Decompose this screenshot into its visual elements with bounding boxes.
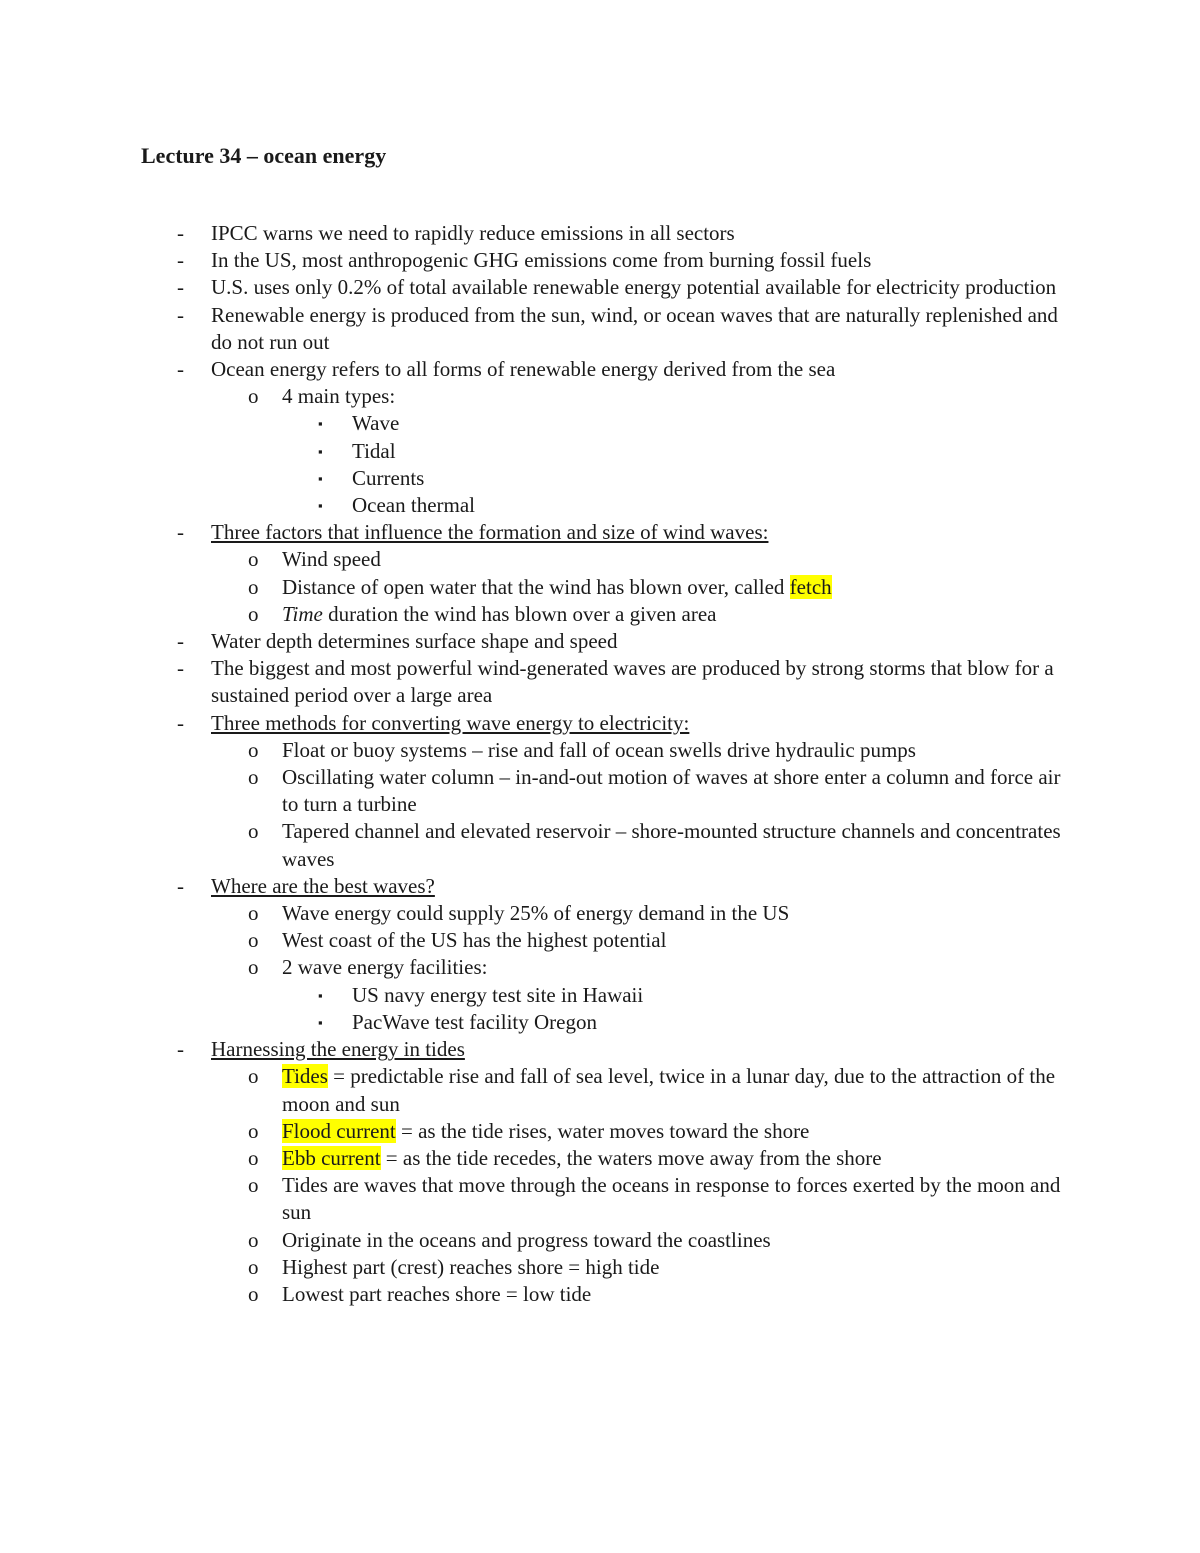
bullet-marker: - [177,873,184,898]
item-text: = predictable rise and fall of sea level, twice in a lunar day, due to the attraction of the moon and sun [282,1064,1056,1116]
bullet-marker: o [248,1118,259,1143]
list-item [141,356,1066,383]
bullet-marker: - [177,656,184,681]
item-text: Distance of open water that the wind has blown over, called [282,574,790,599]
list-item [141,465,1066,492]
bullet-marker: - [177,302,184,327]
bullet-marker: - [177,520,184,545]
highlighted-term: fetch [789,574,832,599]
item-text: In the US, most anthropogenic GHG emissions come from burning fossil fuels [211,248,872,273]
item-text: Tapered channel and elevated reservoir – shore-mounted structure channels and concentrates waves [282,819,1061,871]
item-text: West coast of the US has the highest potential [282,928,667,953]
list-item [141,1227,1066,1254]
item-text: 2 wave energy facilities: [282,955,488,980]
list-item [141,438,1066,465]
item-text: Ocean thermal [352,493,476,518]
item-text: = as the tide recedes, the waters move away from the shore [380,1145,882,1170]
list-item [141,982,1066,1009]
list-item [141,546,1066,573]
item-text: = as the tide rises, water moves toward the shore [395,1118,810,1143]
bullet-marker: - [177,275,184,300]
bullet-marker: o [248,737,259,762]
bullet-marker: o [248,601,259,626]
bullet-marker: ▪ [318,443,323,459]
list-item [141,1281,1066,1308]
list-item [141,1145,1066,1172]
bullet-marker: o [248,1064,259,1089]
bullet-marker: o [248,819,259,844]
list-item [141,1036,1066,1063]
item-text: US navy energy test site in Hawaii [352,982,644,1007]
list-item [141,818,1066,872]
item-text: Wave [352,411,400,436]
item-text: PacWave test facility Oregon [352,1009,597,1034]
bullet-marker: ▪ [318,1014,323,1030]
bullet-marker: o [248,384,259,409]
item-text: The biggest and most powerful wind-generated waves are produced by strong storms that blow for a sustained period over a large area [211,656,1054,708]
bullet-marker: - [177,221,184,245]
item-text: Originate in the oceans and progress toward the coastlines [282,1227,771,1252]
list-item [141,954,1066,981]
item-text: Ocean energy refers to all forms of renewable energy derived from the sea [211,357,836,382]
bullet-marker: ▪ [318,498,323,514]
bullet-marker: - [177,357,184,382]
list-item [141,519,1066,546]
bullet-marker: o [248,765,259,790]
item-text: Wave energy could supply 25% of energy demand in the US [282,901,790,926]
bullet-marker: ▪ [318,416,323,432]
bullet-marker: - [177,710,184,735]
bullet-marker: o [248,574,259,599]
list-item [141,383,1066,410]
bullet-marker: o [248,1145,259,1170]
list-item [141,492,1066,519]
list-item [141,247,1066,274]
list-item [141,737,1066,764]
list-item [141,655,1066,709]
highlighted-term: Flood current [282,1118,396,1143]
item-text: Oscillating water column – in-and-out motion of waves at shore enter a column and force air to turn a turbine [282,765,1061,817]
list-item [141,601,1066,628]
item-text: Water depth determines surface shape and speed [211,629,618,654]
item-text: Renewable energy is produced from the sun, wind, or ocean waves that are naturally replenished and do not run out [211,302,1058,354]
section-heading: Three factors that influence the formation and size of wind waves: [211,520,769,545]
bullet-marker: o [248,1227,259,1252]
list-item [141,1009,1066,1036]
list-item [141,873,1066,900]
bullet-marker: o [248,955,259,980]
bullet-marker: o [248,1173,259,1198]
bullet-marker: o [248,1254,259,1279]
list-item [141,710,1066,737]
item-text: Tidal [352,438,396,463]
bullet-marker: o [248,547,259,572]
item-text: Currents [352,465,425,490]
item-text: Wind speed [282,547,381,572]
list-item [141,900,1066,927]
item-text: U.S. uses only 0.2% of total available renewable energy potential available for electricity production [211,275,1057,300]
section-heading: Three methods for converting wave energy to electricity: [211,710,690,735]
list-item [141,302,1066,356]
item-text: IPCC warns we need to rapidly reduce emissions in all sectors [211,221,735,245]
bullet-marker: o [248,928,259,953]
bullet-marker: - [177,248,184,273]
highlighted-term: Ebb current [282,1145,381,1170]
list-item [141,1118,1066,1145]
item-text: Tides are waves that move through the oceans in response to forces exerted by the moon and sun [282,1173,1061,1225]
section-heading: Where are the best waves? [211,873,435,898]
highlighted-term: Tides [282,1064,328,1089]
list-item [141,927,1066,954]
list-item [141,1172,1066,1226]
list-item [141,574,1066,601]
list-item [141,274,1066,301]
list-item [141,628,1066,655]
bullet-marker: o [248,901,259,926]
notes-list [141,220,1066,1308]
item-text: Float or buoy systems – rise and fall of ocean swells drive hydraulic pumps [282,737,916,762]
list-item [141,220,1066,247]
section-heading: Harnessing the energy in tides [211,1037,465,1062]
bullet-marker: o [248,1281,259,1306]
page-title: Lecture 34 – ocean energy [141,143,387,168]
list-item [141,410,1066,437]
list-item [141,764,1066,818]
bullet-marker: ▪ [318,470,323,486]
item-text: 4 main types: [282,384,396,409]
list-item [141,1254,1066,1281]
item-text: duration the wind has blown over a given area [322,601,717,626]
bullet-marker: - [177,1037,184,1062]
item-text: Lowest part reaches shore = low tide [282,1281,592,1306]
list-item [141,1063,1066,1117]
bullet-marker: ▪ [318,987,323,1003]
item-text: Highest part (crest) reaches shore = high tide [282,1254,660,1279]
bullet-marker: - [177,629,184,654]
emphasized-text: Time [282,601,323,626]
